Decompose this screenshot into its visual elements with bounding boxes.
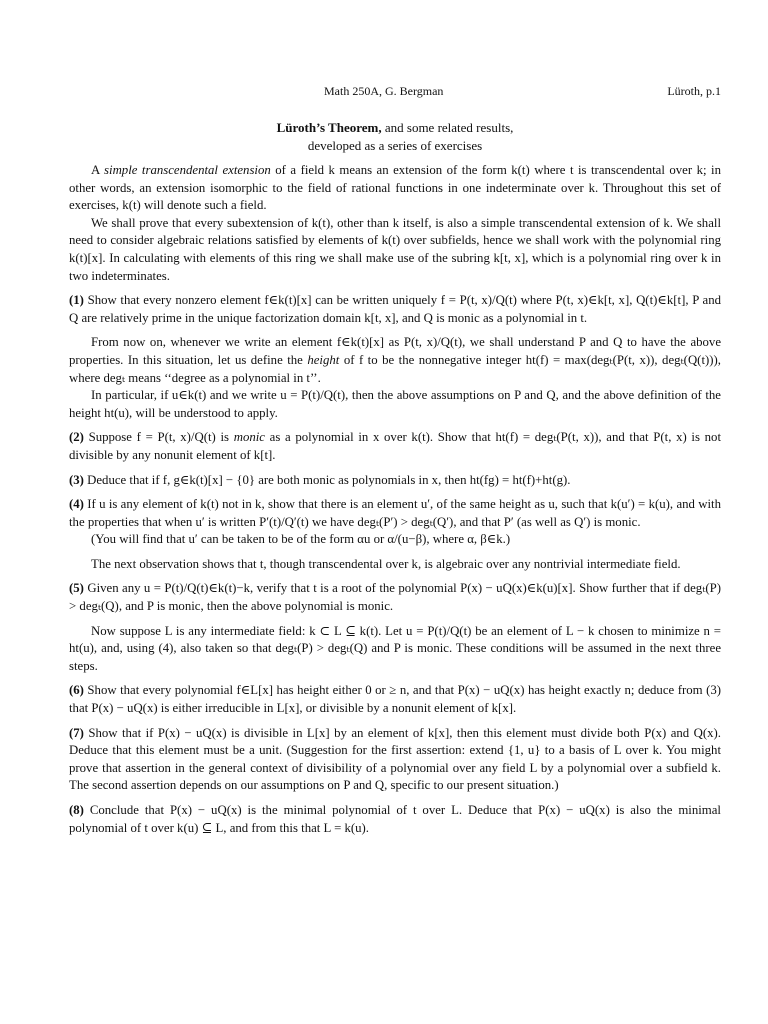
paragraph-goal: We shall prove that every subextension of k(t), other than k itself, is also a simple transcendental extension of k. We shall need to consider algebraic relations satisfied by elements of k(t) over subfields, hence we shall work with the polynomial ring k(t)[x]. In calculating with elements of this ring we shall make use of the subring k[t, x], which is a polynomial ring over k in two indeterminates. — [69, 215, 721, 283]
exercise-4: (4) If u is any element of k(t) not in k, show that there is an element u′, of the same height as u, such that k(u′) = k(u), and with the properties that when u′ is written P′(t)/Q′(t) we have degₜ(P′) > degₜ(Q′), and that P′ (as well as Q′) is monic. — [69, 497, 721, 529]
emphasis-term: simple transcendental extension — [104, 163, 271, 177]
exercise-number: (3) — [69, 472, 84, 487]
emphasis-term: monic — [233, 430, 265, 445]
exercise-2: (2) Suppose f = P(t, x)/Q(t) is monic as a polynomial in x over k(t). Show that ht(f) = degₜ(P(t, x)), and that P(t, x) is not divisible by any nonunit element of k[t]. — [69, 430, 721, 462]
paragraph-definition: A simple transcendental extension of a field k means an extension of the form k(t) where t is transcendental over k; in other words, an extension isomorphic to the field of rational functions in one indeterminate over k. Throughout this set of exercises, k(t) will denote such a field. — [69, 163, 721, 213]
document-title — [69, 119, 721, 155]
exercise-number: (1) — [69, 293, 84, 308]
paragraph-observation: The next observation shows that t, though transcendental over k, is algebraic over any nontrivial intermediate field. — [91, 556, 681, 571]
emphasis-term: height — [307, 352, 340, 367]
exercise-4-note: (You will find that u′ can be taken to be of the form αu or α/(u−β), where α, β∈k.) — [91, 532, 511, 547]
exercise-6: (6) Show that every polynomial f∈L[x] has height either 0 or ≥ n, and that P(x) − uQ(x) has height exactly n; deduce from (3) that P(x) − uQ(x) is either irreducible in L[x], or divisible by a nonunit element of k[x]. — [69, 683, 721, 716]
exercise-number: (8) — [69, 803, 84, 817]
exercise-8: (8) Conclude that P(x) − uQ(x) is the minimal polynomial of t over L. Deduce that P(x) − uQ(x) is also the minimal polynomial of t over k(u) ⊆ L, and from this that L = k(u). — [69, 803, 721, 835]
document-body — [69, 162, 721, 837]
title-bold: Lüroth’s Theorem, — [276, 120, 382, 135]
title-subtitle: developed as a series of exercises — [307, 138, 483, 153]
paragraph-intermediate-field: Now suppose L is any intermediate field: k ⊂ L ⊆ k(t). Let u = P(t)/Q(t) be an element of L − k chosen to minimize n = ht(u), and, using (4), also taken so that degₜ(P) > degₜ(Q) and P is monic. These conditions will be assumed in the next three steps. — [69, 623, 721, 673]
exercise-number: (7) — [69, 725, 84, 740]
title-rest: and some related results, — [381, 120, 514, 135]
exercise-number: (6) — [69, 683, 84, 698]
exercise-7: (7) Show that if P(x) − uQ(x) is divisible in L[x] by an element of k[x], then this element must divide both P(x) and Q(x). Deduce that this element must be a unit. (Suggestion for the first assertion: extend {1, u} to a basis of L over k. You might prove that assertion in the general context of divisibility of a polynomial over any field L by a polynomial over a subfield k. The second assertion depends on our assumptions on P and Q, specific to our present situation.) — [69, 725, 721, 793]
exercise-1: (1) Show that every nonzero element f∈k(t)[x] can be written uniquely f = P(t, x)/Q(t) where P(t, x)∈k[t, x], Q(t)∈k[t], P and Q are relatively prime in the unique factorization domain k[t, x], and Q is monic as a polynomial in t. — [69, 293, 721, 325]
header-course: Math 250A, G. Bergman — [324, 84, 444, 98]
paragraph-height-definition: From now on, whenever we write an element f∈k(t)[x] as P(t, x)/Q(t), we shall understand P and Q to have the above properties. In this situation, let us define the height of f to be the nonnegative integer ht(f) = max(degₜ(P(t, x)), degₜ(Q(t))), where degₜ means ‘‘degree as a polynomial in t’’. — [69, 335, 721, 385]
header-page-label: Lüroth, p.1 — [667, 84, 721, 98]
exercise-number: (2) — [69, 430, 84, 445]
exercise-number: (5) — [69, 581, 84, 596]
paragraph-height-of-u: In particular, if u∈k(t) and we write u = P(t)/Q(t), then the above assumptions on P and Q, and the above definition of the height ht(u), will be understood to apply. — [69, 388, 721, 420]
exercise-number: (4) — [69, 497, 84, 512]
exercise-3: (3) Deduce that if f, g∈k(t)[x] − {0} are both monic as polynomials in x, then ht(fg) = ht(f)+ht(g). — [69, 472, 571, 487]
exercise-5: (5) Given any u = P(t)/Q(t)∈k(t)−k, verify that t is a root of the polynomial P(x) − uQ(x)∈k(u)[x]. Show further that if degₜ(P) > degₜ(Q), and P is monic, then the above polynomial is monic. — [69, 581, 721, 614]
